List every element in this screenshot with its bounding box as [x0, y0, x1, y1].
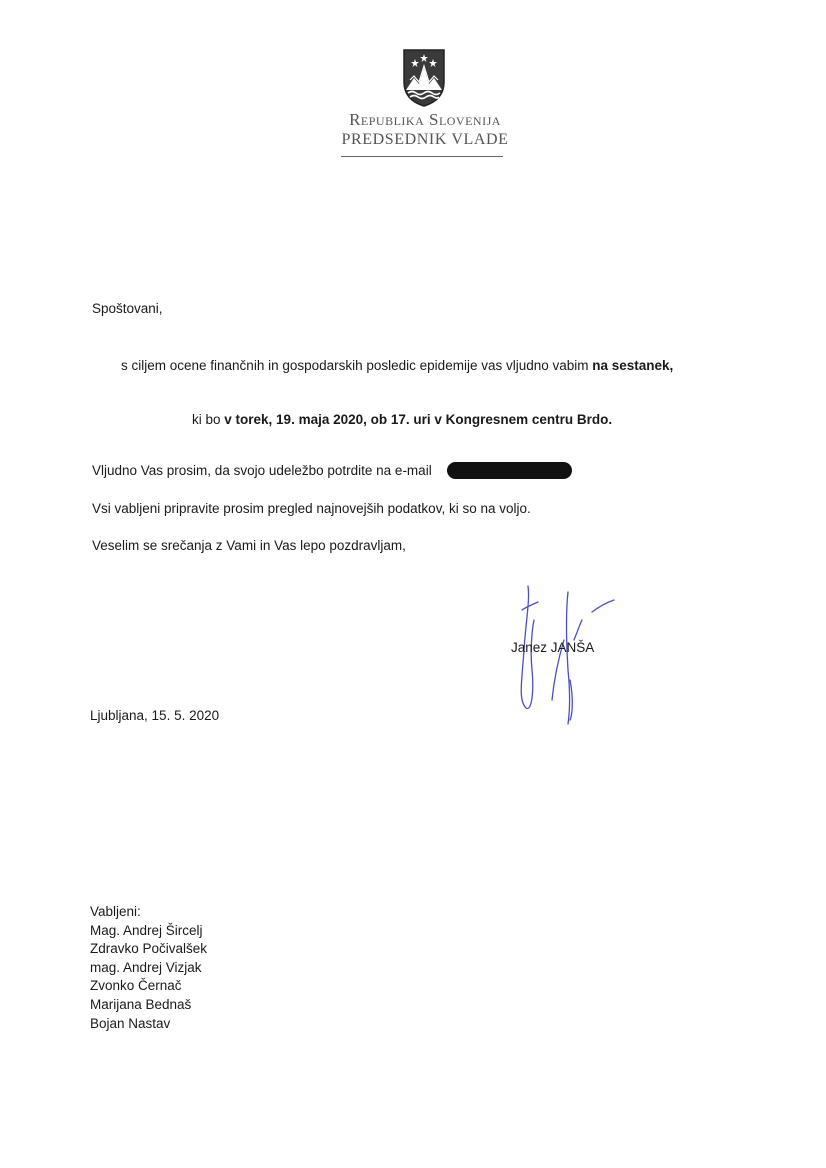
salutation: Spoštovani, — [92, 301, 163, 316]
letterhead-divider — [341, 156, 503, 157]
paragraph-invitation-text: s ciljem ocene finančnih in gospodarskih posledic epidemije vas vljudno vabim — [121, 358, 593, 373]
paragraph-meeting-text: ki bo — [192, 412, 225, 427]
letterhead-country: Republika Slovenija — [349, 110, 501, 129]
coat-of-arms-icon — [400, 46, 448, 108]
letterhead-office: PREDSEDNIK VLADE — [341, 131, 509, 148]
paragraph-invitation — [121, 358, 673, 373]
paragraph-meeting-details — [192, 412, 612, 427]
place-and-date: Ljubljana, 15. 5. 2020 — [90, 708, 220, 723]
paragraph-meeting-bold: v torek, 19. maja 2020, ob 17. uri v Kongresnem centru Brdo. — [224, 412, 613, 427]
paragraph-invitation-bold: na sestanek, — [592, 358, 674, 373]
invitee-item: Zdravko Počivalšek — [90, 941, 208, 957]
signer-name: Janez JANŠA — [511, 640, 595, 655]
invitee-item: Marijana Bednaš — [90, 996, 192, 1012]
invitees-list — [90, 903, 207, 1033]
paragraph-closing: Veselim se srečanja z Vami in Vas lepo pozdravljam, — [92, 538, 406, 553]
invitee-item: Bojan Nastav — [90, 1015, 171, 1031]
invitee-item: Zvonko Černač — [90, 978, 182, 994]
paragraph-prepare: Vsi vabljeni pripravite prosim pregled najnovejših podatkov, ki so na voljo. — [92, 501, 531, 516]
invitee-item: mag. Andrej Vizjak — [90, 959, 202, 975]
redacted-email — [447, 462, 572, 479]
invitees-heading: Vabljeni: — [90, 904, 141, 919]
paragraph-confirm: Vljudno Vas prosim, da svojo udeležbo potrdite na e-mail — [92, 463, 432, 478]
invitee-item: Mag. Andrej Šircelj — [90, 922, 203, 938]
